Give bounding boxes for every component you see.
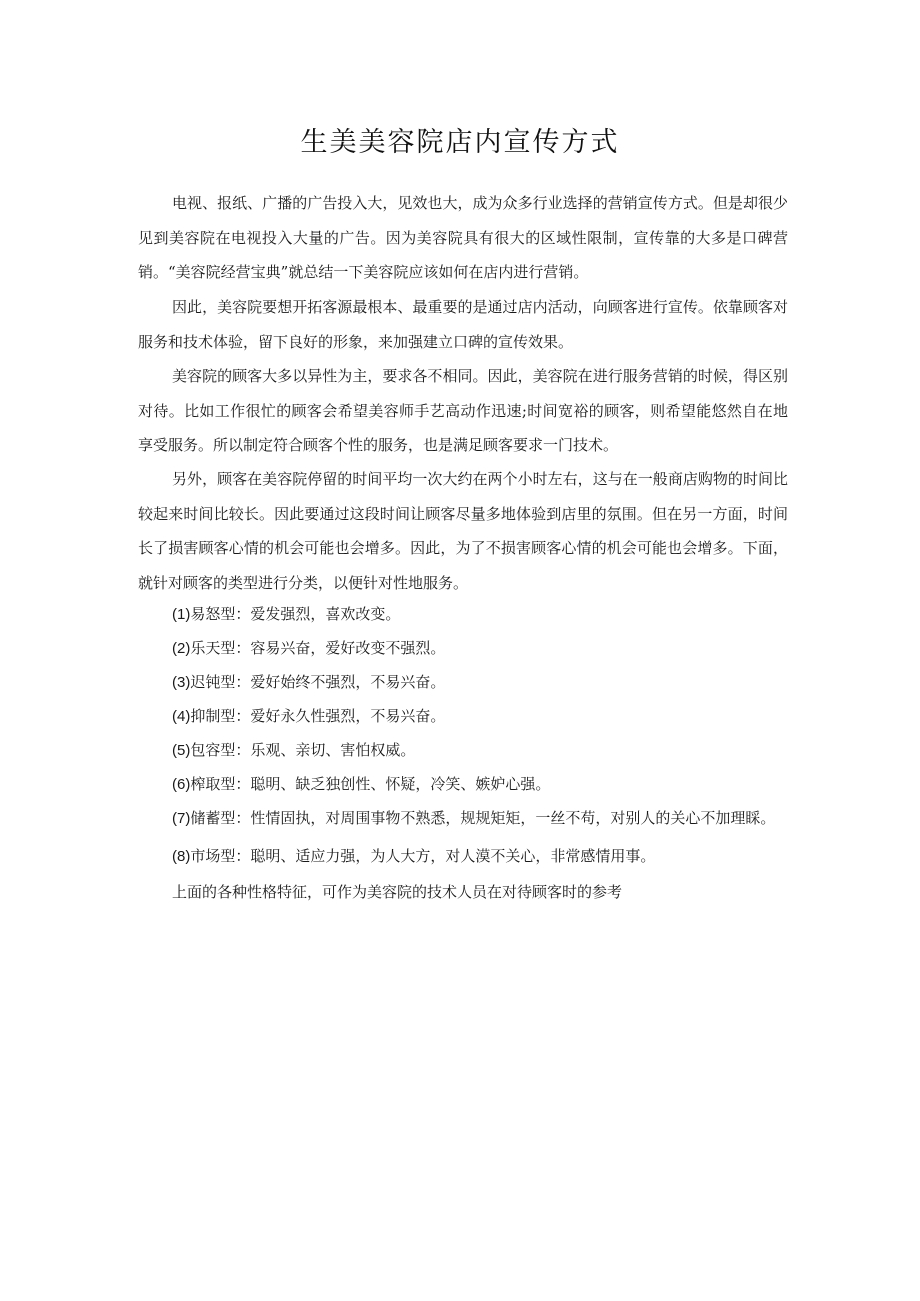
list-item-number: (2) [172, 640, 191, 657]
list-item-number: (1) [172, 606, 191, 623]
paragraph-text: 因此，美容院要想开拓客源最根本、最重要的是通过店内活动，向顾客进行宣传。依靠顾客对服务和技术体验，留下良好的形象，来加强建立口碑的宣传效果。 [138, 298, 788, 351]
paragraph-text: 电视、报纸、广播的广告投入大，见效也大，成为众多行业选择的营销宣传方式。但是却很少见到美容院在电视投入大量的广告。因为美容院具有很大的区域性限制，宣传靠的大多是口碑营销。“美容院经营宝典”就总结一下美容院应该如何在店内进行营销。 [138, 194, 788, 281]
paragraph-text: 另外，顾客在美容院停留的时间平均一次大约在两个小时左右，这与在一般商店购物的时间比较起来时间比较长。因此要通过这段时间让顾客尽量多地体验到店里的氛围。但在另一方面，时间长了损害顾客心情的机会可能也会增多。因此，为了不损害顾客心情的机会可能也会增多。下面，就针对顾客的类型进行分类，以便针对性地服务。 [138, 470, 788, 592]
list-item-number: (7) [172, 810, 191, 827]
paragraph-instore [138, 290, 788, 359]
list-item [172, 672, 792, 693]
list-item-text: 市场型：聪明、适应力强，为人大方，对人漠不关心，非常感情用事。 [190, 847, 656, 865]
list-item-number: (5) [172, 742, 191, 759]
list-item-text: 榨取型：聪明、缺乏独创性、怀疑，冷笑、嫉妒心强。 [190, 775, 551, 793]
list-item [172, 808, 792, 829]
list-item [172, 706, 792, 727]
list-item [172, 638, 792, 659]
list-item-number: (4) [172, 708, 191, 725]
paragraph-text: 美容院的顾客大多以异性为主，要求各不相同。因此，美容院在进行服务营销的时候，得区别对待。比如工作很忙的顾客会希望美容师手艺高动作迅速;时间宽裕的顾客，则希望能悠然自在地享受服务。所以制定符合顾客个性的服务，也是满足顾客要求一门技术。 [138, 367, 788, 454]
paragraph-customers [138, 359, 788, 463]
list-item-number: (8) [172, 848, 191, 865]
list-item [172, 740, 792, 761]
list-item-text: 易怒型：爱发强烈，喜欢改变。 [190, 605, 401, 623]
page-title: 生美美容院店内宣传方式 [300, 127, 620, 158]
list-item [172, 604, 792, 625]
list-item-text: 迟钝型：爱好始终不强烈，不易兴奋。 [190, 673, 446, 691]
paragraph-intro [138, 186, 788, 290]
conclusion-text: 上面的各种性格特征，可作为美容院的技术人员在对待顾客时的参考 [172, 883, 623, 901]
list-item-text: 储蓄型：性情固执，对周围事物不熟悉，规规矩矩，一丝不苟，对别人的关心不加理睬。 [190, 809, 776, 827]
list-item-text: 抑制型：爱好永久性强烈，不易兴奋。 [190, 707, 446, 725]
list-item-number: (6) [172, 776, 191, 793]
list-item-number: (3) [172, 674, 191, 691]
list-item [172, 774, 792, 795]
list-item-text: 乐天型：容易兴奋，爱好改变不强烈。 [190, 639, 446, 657]
paragraph-duration [138, 462, 788, 600]
list-item [172, 846, 792, 867]
list-item-text: 包容型：乐观、亲切、害怕权威。 [190, 741, 416, 759]
